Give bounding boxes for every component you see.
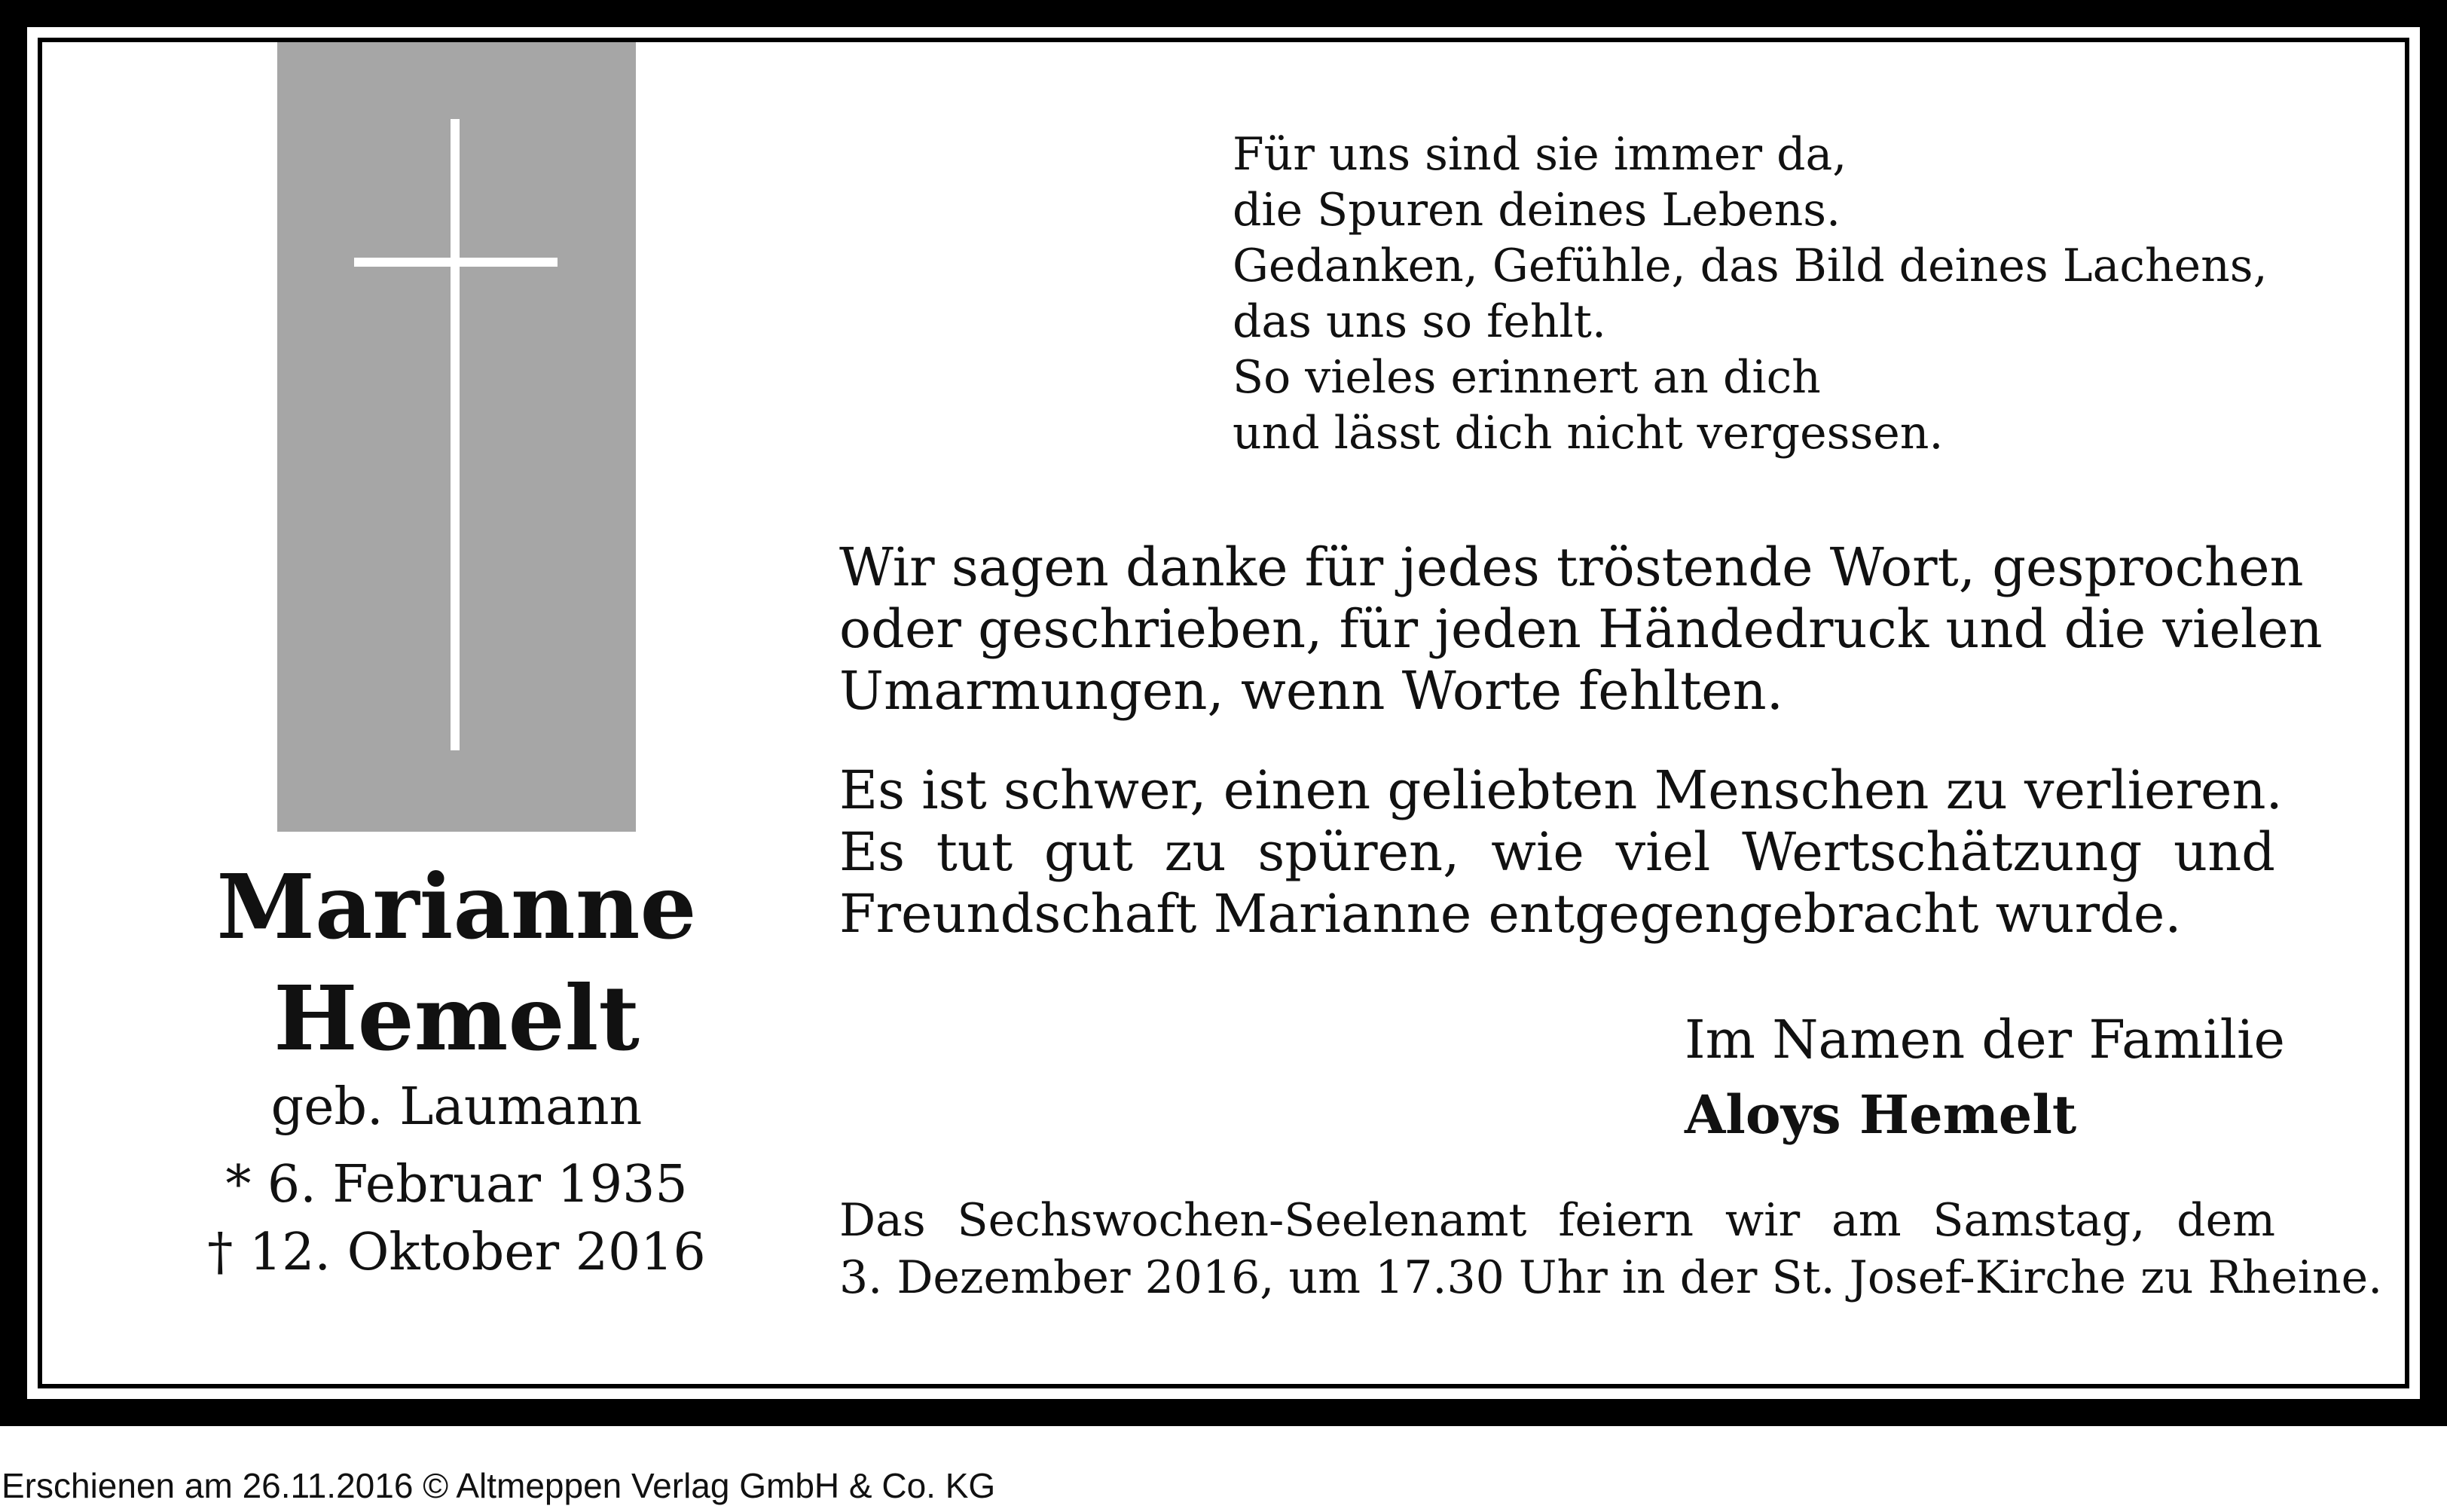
deceased-info [128,851,785,1287]
thanks-paragraph [839,536,2323,722]
poem-line: das uns so fehlt. [1233,295,1606,348]
life-dates [128,1151,785,1287]
loss-paragraph [839,759,2283,945]
signature [1685,1002,2363,1153]
mass-notice-line: 3. Dezember 2016, um 17.30 Uhr in der St. Josef-Kirche zu Rheine. [839,1251,2383,1304]
poem-line: Für uns sind sie immer da, [1233,128,1847,181]
mass-notice-line: Das Sechswochen-Seelenamt feiern wir am Samstag, dem [839,1194,2275,1247]
poem-line: So vieles erinnert an dich [1233,351,1821,404]
poem [1233,127,2302,461]
death-date: † 12. Oktober 2016 [207,1223,706,1282]
deceased-last-name: Hemelt [273,966,640,1071]
birth-date: * 6. Februar 1935 [225,1155,688,1214]
mass-notice [839,1192,2383,1306]
paragraph-line: Es ist schwer, einen geliebten Menschen zu verlieren. [839,759,2283,821]
paragraph-line: oder geschrieben, für jeden Händedruck und die vielen [839,598,2323,660]
maiden-name: geb. Laumann [270,1077,643,1137]
paragraph-line: Umarmungen, wenn Worte fehlten. [839,660,1783,722]
poem-line: Gedanken, Gefühle, das Bild deines Lachens, [1233,240,2268,292]
paragraph-line: Wir sagen danke für jedes tröstende Wort, gesprochen [839,536,2304,598]
paragraph-line: Es tut gut zu spüren, wie viel Wertschätzung und [839,821,2275,883]
signature-intro: Im Namen der Familie [1685,1009,2285,1071]
poem-line: die Spuren deines Lebens. [1233,184,1841,237]
paragraph-line: Freundschaft Marianne entgegengebracht wurde. [839,883,2182,945]
signature-name: Aloys Hemelt [1685,1083,2077,1146]
publication-footer: Erschienen am 26.11.2016 © Altmeppen Verlag GmbH & Co. KG [2,1466,996,1505]
deceased-first-name: Marianne [216,854,697,959]
poem-line: und lässt dich nicht vergessen. [1233,407,1944,460]
cross-icon-bar [354,258,558,267]
cross-icon [451,119,460,750]
